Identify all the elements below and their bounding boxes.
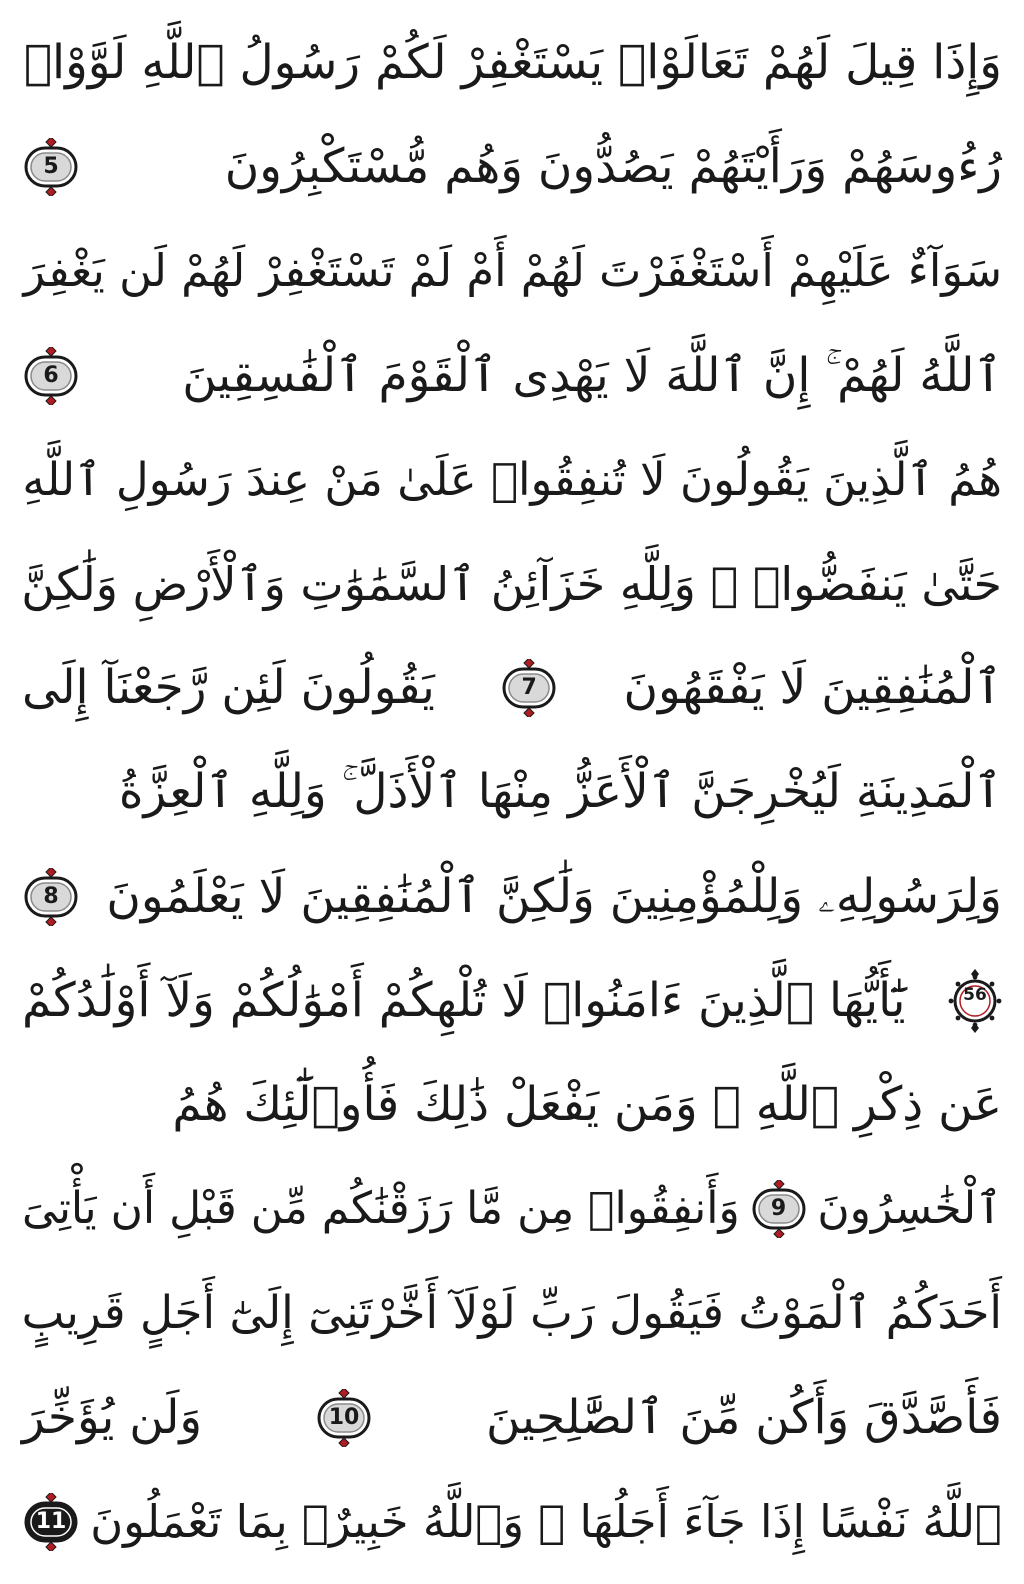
- ayah-number-marker: [315, 1389, 373, 1447]
- verse-text: يَٰٓأَيُّهَا ٱلَّذِينَ ءَامَنُوا۟ لَا تُلْهِكُمْ أَمْوَٰلُكُمْ وَلَآ أَوْلَٰدُكُمْ: [22, 972, 906, 1028]
- ayah-number: 5: [43, 154, 59, 180]
- verse-text: ٱللَّهُ نَفْسًا إِذَا جَآءَ أَجَلُهَا ۚ وَٱللَّهُ خَبِيرٌۢ بِمَا تَعْمَلُونَ: [90, 1494, 1002, 1548]
- verse-text: سَوَآءٌ عَلَيْهِمْ أَسْتَغْفَرْتَ لَهُمْ أَمْ لَمْ تَسْتَغْفِرْ لَهُمْ لَن يَغْفِرَ: [23, 244, 1002, 298]
- ayah-number-marker: [500, 659, 558, 717]
- verse-text: وَلِرَسُولِهِۦ وَلِلْمُؤْمِنِينَ وَلَٰكِنَّ ٱلْمُنَٰفِقِينَ لَا يَعْلَمُونَ: [106, 868, 1002, 924]
- verse-line: [22, 1056, 1002, 1154]
- verse-line: [22, 1264, 1002, 1362]
- surah-number: 56: [963, 984, 987, 1005]
- verse-text: حَتَّىٰ يَنفَضُّوا۟ ۗ وَلِلَّهِ خَزَآئِنُ ٱلسَّمَٰوَٰتِ وَٱلْأَرْضِ وَلَٰكِنَّ: [21, 557, 1002, 611]
- verse-line: [22, 1160, 1002, 1258]
- ayah-number: 7: [521, 675, 537, 701]
- verse-text: ٱلْمَدِينَةِ لَيُخْرِجَنَّ ٱلْأَعَزُّ مِنْهَا ٱلْأَذَلَّ ۚ وَلِلَّهِ ٱلْعِزَّةُ: [118, 764, 1002, 820]
- verse-text: أَحَدَكُمُ ٱلْمَوْتُ فَيَقُولَ رَبِّ لَوْلَآ أَخَّرْتَنِىٓ إِلَىٰٓ أَجَلٍ قَرِيبٍ: [21, 1286, 1002, 1340]
- verse-line: [22, 535, 1002, 633]
- ayah-number: 11: [35, 1508, 67, 1534]
- verse-text: رُءُوسَهُمْ وَرَأَيْتَهُمْ يَصُدُّونَ وَهُم مُّسْتَكْبِرُونَ: [224, 139, 1002, 195]
- verse-line: [22, 1473, 1002, 1571]
- verse-line: [22, 639, 1002, 737]
- verse-line: [22, 118, 1002, 216]
- ayah-number: 8: [43, 883, 59, 909]
- ayah-number-marker: [22, 347, 80, 405]
- ayah-number-marker: [22, 138, 80, 196]
- verse-line: [22, 222, 1002, 320]
- verse-line: [22, 1369, 1002, 1467]
- verse-line: [22, 327, 1002, 425]
- ayah-number-marker: [22, 1493, 80, 1551]
- verse-text: وَأَنفِقُوا۟ مِن مَّا رَزَقْنَٰكُم مِّن قَبْلِ أَن يَأْتِىَ: [22, 1183, 740, 1235]
- verse-line: [22, 431, 1002, 529]
- verse-line: [22, 14, 1002, 112]
- verse-text: فَأَصَّدَّقَ وَأَكُن مِّنَ ٱلصَّٰلِحِينَ: [486, 1389, 1002, 1445]
- verse-text: وَإِذَا قِيلَ لَهُمْ تَعَالَوْا۟ يَسْتَغْفِرْ لَكُمْ رَسُولُ ٱللَّهِ لَوَّوْا۟: [23, 35, 1002, 90]
- surah-number-marker: [948, 969, 1002, 1033]
- verse-text: ٱلْمُنَٰفِقِينَ لَا يَفْقَهُونَ: [623, 660, 1002, 716]
- verse-text: يَقُولُونَ لَئِن رَّجَعْنَآ إِلَى: [22, 660, 435, 716]
- verse-line: [22, 848, 1002, 946]
- verse-line: [22, 743, 1002, 841]
- ayah-number: 6: [43, 362, 59, 388]
- verse-text: عَن ذِكْرِ ٱللَّهِ ۚ وَمَن يَفْعَلْ ذَٰلِكَ فَأُو۟لَٰٓئِكَ هُمُ: [172, 1077, 1002, 1132]
- verse-text: ٱللَّهُ لَهُمْ ۚ إِنَّ ٱللَّهَ لَا يَهْدِى ٱلْقَوْمَ ٱلْفَٰسِقِينَ: [182, 347, 1002, 403]
- verse-text: هُمُ ٱلَّذِينَ يَقُولُونَ لَا تُنفِقُوا۟ عَلَىٰ مَنْ عِندَ رَسُولِ ٱللَّهِ: [22, 452, 1002, 506]
- verse-text: ٱلْخَٰسِرُونَ: [817, 1183, 1002, 1235]
- ayah-number: 10: [328, 1404, 360, 1430]
- ayah-number: 9: [770, 1196, 787, 1222]
- verse-line: [22, 952, 1002, 1050]
- ayah-number-marker: [22, 868, 80, 926]
- verse-text: وَلَن يُؤَخِّرَ: [22, 1389, 203, 1445]
- ayah-number-marker: [750, 1180, 808, 1238]
